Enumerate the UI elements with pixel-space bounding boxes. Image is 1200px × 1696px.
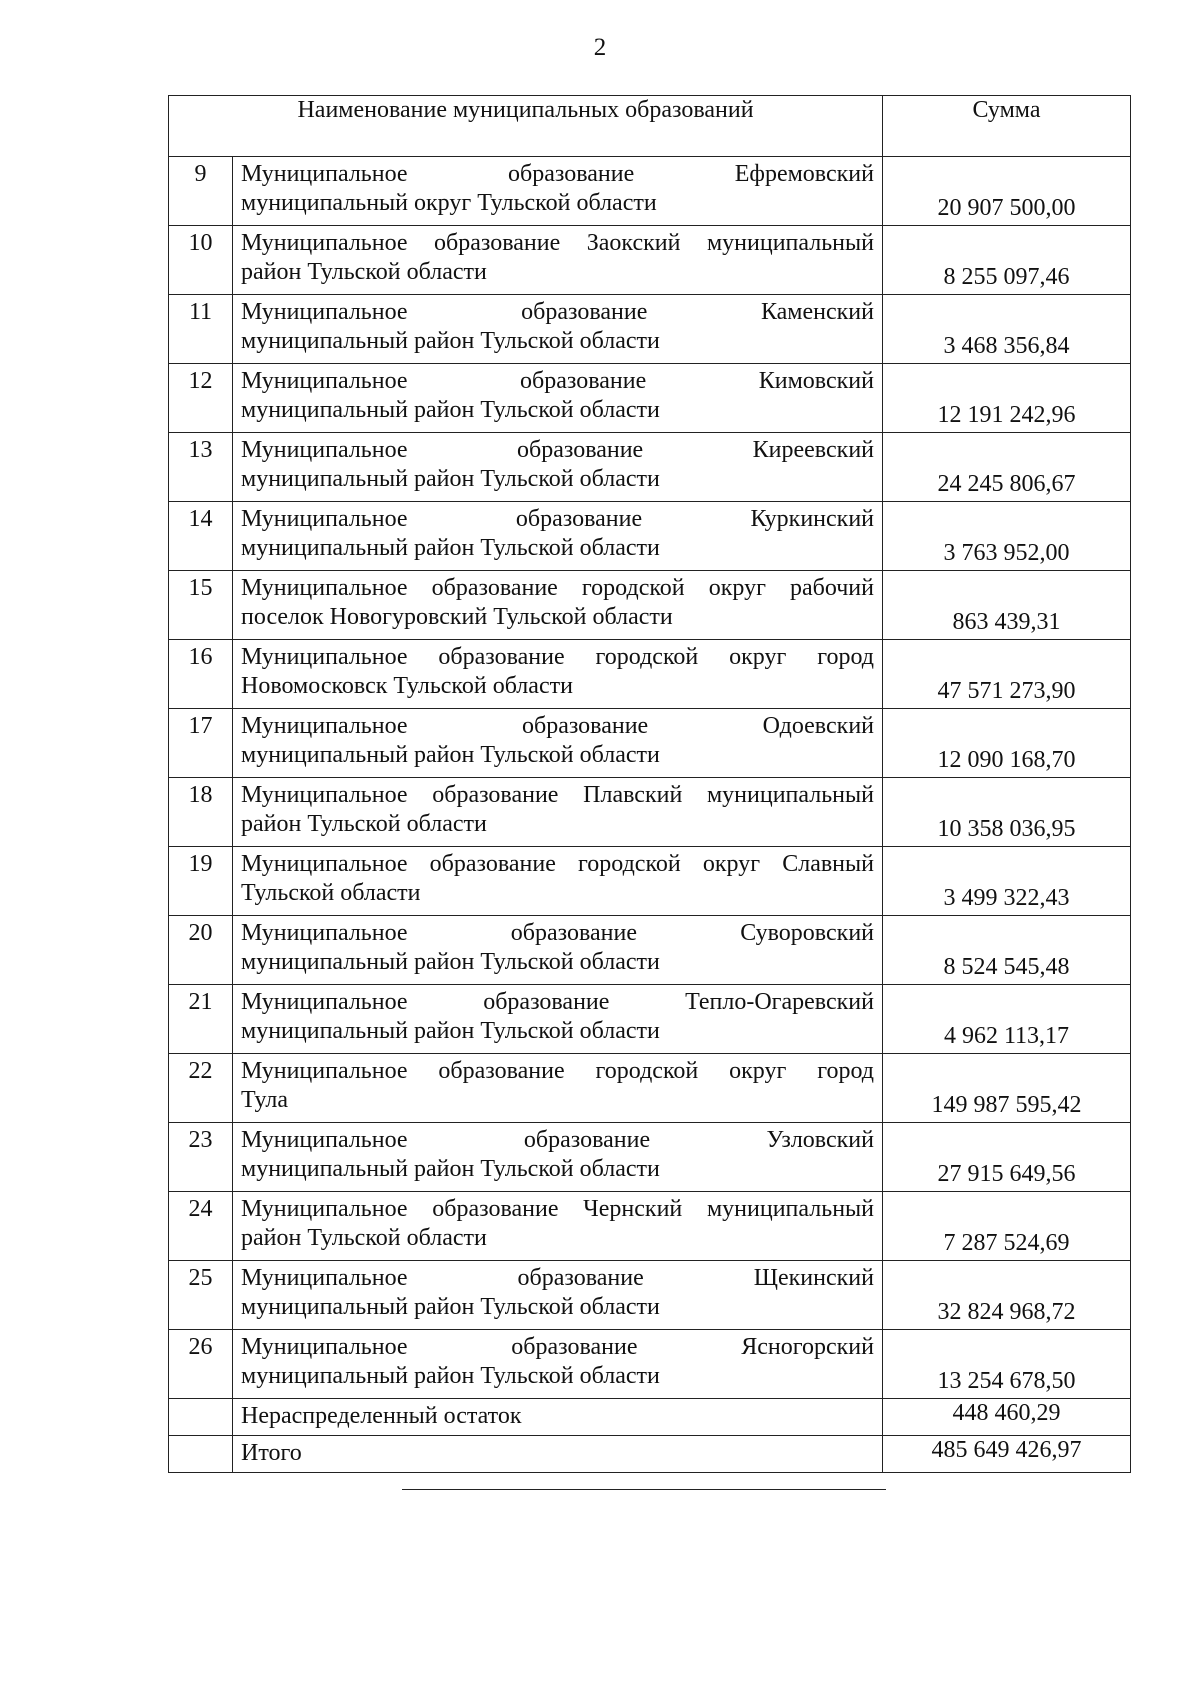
table-row xyxy=(169,226,1131,295)
row-name-line1: Муниципальное образование Чернский муниципальный xyxy=(241,1196,874,1222)
row-number: 24 xyxy=(169,1192,233,1261)
row-sum: 8 255 097,46 xyxy=(883,226,1131,295)
table-row xyxy=(169,709,1131,778)
row-name-line2: муниципальный район Тульской области xyxy=(241,1156,660,1182)
row-name-line1: Муниципальное образование Каменский xyxy=(241,299,874,325)
row-sum: 10 358 036,95 xyxy=(883,778,1131,847)
row-name xyxy=(233,709,883,778)
row-name xyxy=(233,1192,883,1261)
remainder-label: Нераспределенный остаток xyxy=(233,1399,883,1436)
row-number: 16 xyxy=(169,640,233,709)
row-name-line2: муниципальный район Тульской области xyxy=(241,535,660,561)
table-row xyxy=(169,1054,1131,1123)
row-number: 9 xyxy=(169,157,233,226)
row-name xyxy=(233,985,883,1054)
table-row xyxy=(169,1330,1131,1399)
row-sum: 47 571 273,90 xyxy=(883,640,1131,709)
row-sum: 20 907 500,00 xyxy=(883,157,1131,226)
total-sum: 485 649 426,97 xyxy=(883,1436,1131,1473)
row-name-line1: Муниципальное образование городской округ рабочий xyxy=(241,575,874,601)
row-name xyxy=(233,640,883,709)
remainder-row xyxy=(169,1399,1131,1436)
total-row xyxy=(169,1436,1131,1473)
row-name xyxy=(233,1123,883,1192)
row-name-line1: Муниципальное образование городской округ город xyxy=(241,644,874,670)
row-number: 15 xyxy=(169,571,233,640)
header-name: Наименование муниципальных образований xyxy=(169,96,883,157)
table-row xyxy=(169,433,1131,502)
row-sum: 13 254 678,50 xyxy=(883,1330,1131,1399)
row-number: 25 xyxy=(169,1261,233,1330)
row-name-line1: Муниципальное образование Куркинский xyxy=(241,506,874,532)
municipal-sums-table xyxy=(168,95,1131,1473)
table-row xyxy=(169,847,1131,916)
row-sum: 12 191 242,96 xyxy=(883,364,1131,433)
row-name xyxy=(233,1261,883,1330)
row-name-line1: Муниципальное образование Щекинский xyxy=(241,1265,874,1291)
row-name xyxy=(233,1330,883,1399)
row-sum: 24 245 806,67 xyxy=(883,433,1131,502)
row-name-line1: Муниципальное образование Киреевский xyxy=(241,437,874,463)
row-name-line2: муниципальный район Тульской области xyxy=(241,1294,660,1320)
row-name xyxy=(233,295,883,364)
row-name xyxy=(233,1054,883,1123)
row-name xyxy=(233,433,883,502)
row-number: 20 xyxy=(169,916,233,985)
row-number: 22 xyxy=(169,1054,233,1123)
row-number: 11 xyxy=(169,295,233,364)
remainder-num xyxy=(169,1399,233,1436)
row-number: 14 xyxy=(169,502,233,571)
row-name xyxy=(233,157,883,226)
table-row xyxy=(169,985,1131,1054)
total-num xyxy=(169,1436,233,1473)
row-name-line2: муниципальный район Тульской области xyxy=(241,742,660,768)
row-sum: 7 287 524,69 xyxy=(883,1192,1131,1261)
row-number: 17 xyxy=(169,709,233,778)
row-name-line1: Муниципальное образование городской округ Славный xyxy=(241,851,874,877)
row-name xyxy=(233,916,883,985)
row-name-line2: район Тульской области xyxy=(241,1225,487,1251)
row-name-line2: поселок Новогуровский Тульской области xyxy=(241,604,673,630)
row-sum: 8 524 545,48 xyxy=(883,916,1131,985)
remainder-sum: 448 460,29 xyxy=(883,1399,1131,1436)
row-name-line2: район Тульской области xyxy=(241,811,487,837)
table-row xyxy=(169,295,1131,364)
table-row xyxy=(169,1192,1131,1261)
table-row xyxy=(169,1261,1131,1330)
row-name-line2: муниципальный район Тульской области xyxy=(241,949,660,975)
row-name-line1: Муниципальное образование Заокский муниципальный xyxy=(241,230,874,256)
row-number: 23 xyxy=(169,1123,233,1192)
table-row xyxy=(169,364,1131,433)
row-sum: 4 962 113,17 xyxy=(883,985,1131,1054)
table-body xyxy=(169,157,1131,1399)
header-sum: Сумма xyxy=(883,96,1131,157)
row-sum: 863 439,31 xyxy=(883,571,1131,640)
row-number: 18 xyxy=(169,778,233,847)
row-sum: 27 915 649,56 xyxy=(883,1123,1131,1192)
row-name-line2: муниципальный район Тульской области xyxy=(241,397,660,423)
table-row xyxy=(169,157,1131,226)
row-name-line2: муниципальный район Тульской области xyxy=(241,1363,660,1389)
row-number: 19 xyxy=(169,847,233,916)
row-name-line1: Муниципальное образование Одоевский xyxy=(241,713,874,739)
row-sum: 3 499 322,43 xyxy=(883,847,1131,916)
table-header-row xyxy=(169,96,1131,157)
row-name-line1: Муниципальное образование Ефремовский xyxy=(241,161,874,187)
row-name-line2: муниципальный округ Тульской области xyxy=(241,190,657,216)
total-label: Итого xyxy=(233,1436,883,1473)
row-name xyxy=(233,502,883,571)
row-name-line2: Тула xyxy=(241,1087,289,1113)
row-name xyxy=(233,571,883,640)
row-name-line2: Новомосковск Тульской области xyxy=(241,673,573,699)
row-name-line1: Муниципальное образование Суворовский xyxy=(241,920,874,946)
table-row xyxy=(169,916,1131,985)
row-name xyxy=(233,226,883,295)
row-number: 13 xyxy=(169,433,233,502)
row-name-line1: Муниципальное образование Тепло-Огаревский xyxy=(241,989,874,1015)
row-name-line1: Муниципальное образование городской округ город xyxy=(241,1058,874,1084)
row-name xyxy=(233,364,883,433)
row-name xyxy=(233,847,883,916)
row-number: 21 xyxy=(169,985,233,1054)
row-number: 10 xyxy=(169,226,233,295)
row-name-line1: Муниципальное образование Кимовский xyxy=(241,368,874,394)
row-number: 12 xyxy=(169,364,233,433)
row-name-line2: Тульской области xyxy=(241,880,421,906)
row-sum: 149 987 595,42 xyxy=(883,1054,1131,1123)
row-name-line2: район Тульской области xyxy=(241,259,487,285)
row-sum: 3 763 952,00 xyxy=(883,502,1131,571)
row-number: 26 xyxy=(169,1330,233,1399)
row-name-line1: Муниципальное образование Ясногорский xyxy=(241,1334,874,1360)
row-name-line2: муниципальный район Тульской области xyxy=(241,466,660,492)
row-name-line2: муниципальный район Тульской области xyxy=(241,1018,660,1044)
row-name-line1: Муниципальное образование Плавский муниципальный xyxy=(241,782,874,808)
closing-rule xyxy=(402,1489,886,1490)
row-name-line1: Муниципальное образование Узловский xyxy=(241,1127,874,1153)
row-sum: 32 824 968,72 xyxy=(883,1261,1131,1330)
page-number: 2 xyxy=(593,34,607,61)
table-row xyxy=(169,571,1131,640)
row-name xyxy=(233,778,883,847)
table-row xyxy=(169,1123,1131,1192)
table-row xyxy=(169,502,1131,571)
row-sum: 12 090 168,70 xyxy=(883,709,1131,778)
table-row xyxy=(169,640,1131,709)
row-name-line2: муниципальный район Тульской области xyxy=(241,328,660,354)
row-sum: 3 468 356,84 xyxy=(883,295,1131,364)
table-row xyxy=(169,778,1131,847)
